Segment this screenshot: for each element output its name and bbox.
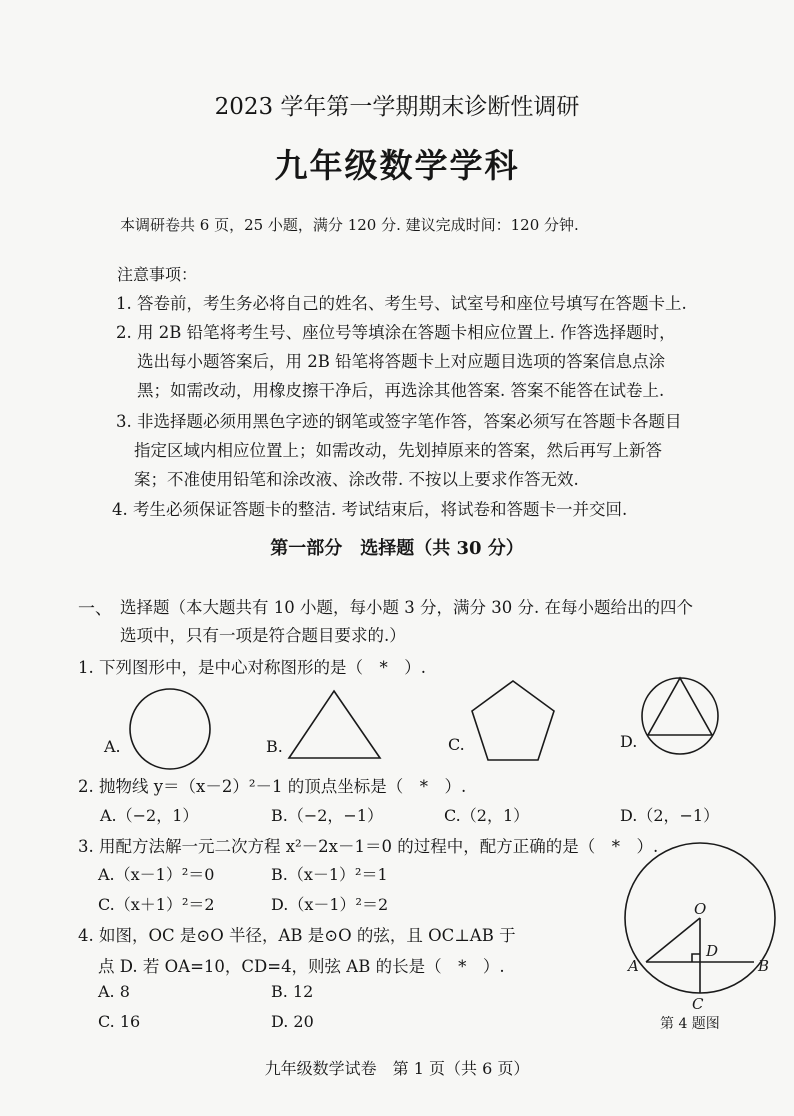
question-3-stem: 3. 用配方法解一元二次方程 x²－2x－1＝0 的过程中，配方正确的是（ * ）. [78,837,659,856]
part-instructions-2: 选项中，只有一项是符合题目要求的.） [120,626,406,645]
note-line-2: 2. 用 2B 铅笔将考生号、座位号等填涂在答题卡相应位置上. 作答选择题时， [116,323,676,342]
q3-option-d: D.（x－1）²＝2 [271,895,389,914]
q2-option-b: B.（−2，−1） [271,806,384,825]
note-line-4: 黑；如需改动，用橡皮擦干净后，再选涂其他答案. 答案不能答在试卷上. [137,381,665,400]
question-2-stem: 2. 抛物线 y＝（x－2）²－1 的顶点坐标是（ * ）. [78,777,467,796]
q1-option-d-label: D. [620,732,638,751]
page-footer: 九年级数学试卷 第 1 页（共 6 页） [264,1059,530,1078]
section-heading: 第一部分 选择题（共 30 分） [270,538,524,559]
part-number: 一、 [78,599,112,619]
question-4-stem-2: 点 D. 若 OA=10，CD=4，则弦 AB 的长是（ * ）. [98,957,505,976]
q4-option-a: A. 8 [98,982,130,1001]
q2-option-c: C.（2，1） [444,806,530,825]
label-c: C [692,995,704,1012]
note-line-6: 指定区域内相应位置上；如需改动，先划掉原来的答案，然后再写上新答 [134,441,662,460]
q4-option-b: B. 12 [271,982,314,1001]
q1-option-b-label: B. [266,737,283,756]
q4-option-d: D. 20 [271,1012,314,1031]
label-d: D [706,942,719,960]
q2-option-d: D.（2，−1） [620,806,720,825]
q1-option-a-label: A. [104,737,121,756]
label-b: B [758,957,770,975]
q3-option-c: C.（x＋1）²＝2 [98,895,215,914]
q3-option-a: A.（x－1）²＝0 [98,865,215,884]
q4-figure-caption: 第 4 题图 [660,1016,720,1032]
note-line-8: 4. 考生必须保证答题卡的整洁. 考试结束后，将试卷和答题卡一并交回. [112,500,628,519]
note-line-5: 3. 非选择题必须用黑色字迹的钢笔或签字笔作答，答案必须写在答题卡各题目 [116,412,682,431]
q1-option-c-label: C. [448,735,465,754]
circle-figure [127,686,213,772]
q2-option-a: A.（−2，1） [100,806,199,825]
exam-title: 2023 学年第一学期期末诊断性调研 [214,94,580,120]
label-a: A [628,957,639,975]
q3-option-b: B.（x－1）²＝1 [271,865,388,884]
pentagon-figure [468,678,558,764]
q4-circle-figure [622,826,782,1012]
note-line-1: 1. 答卷前，考生务必将自己的姓名、考生号、试室号和座位号填写在答题卡上. [116,294,687,313]
triangle-figure [286,688,384,762]
note-line-3: 选出每小题答案后，用 2B 铅笔将答题卡上对应题目选项的答案信息点涂 [137,352,666,371]
question-1-stem: 1. 下列图形中，是中心对称图形的是（ * ）. [78,658,426,677]
part-instructions-1: 选择题（本大题共有 10 小题，每小题 3 分，满分 30 分. 在每小题给出的四个 [120,598,693,617]
exam-intro: 本调研卷共 6 页，25 小题，满分 120 分. 建议完成时间：120 分钟. [120,216,579,234]
inscribed-triangle-figure [639,675,721,757]
notes-heading: 注意事项： [117,265,198,284]
q4-option-c: C. 16 [98,1012,141,1031]
label-o: O [694,900,707,918]
subject-title: 九年级数学学科 [274,146,520,185]
note-line-7: 案；不准使用铅笔和涂改液、涂改带. 不按以上要求作答无效. [134,470,579,489]
question-4-stem-1: 4. 如图，OC 是⊙O 半径，AB 是⊙O 的弦，且 OC⊥AB 于 [78,926,516,945]
